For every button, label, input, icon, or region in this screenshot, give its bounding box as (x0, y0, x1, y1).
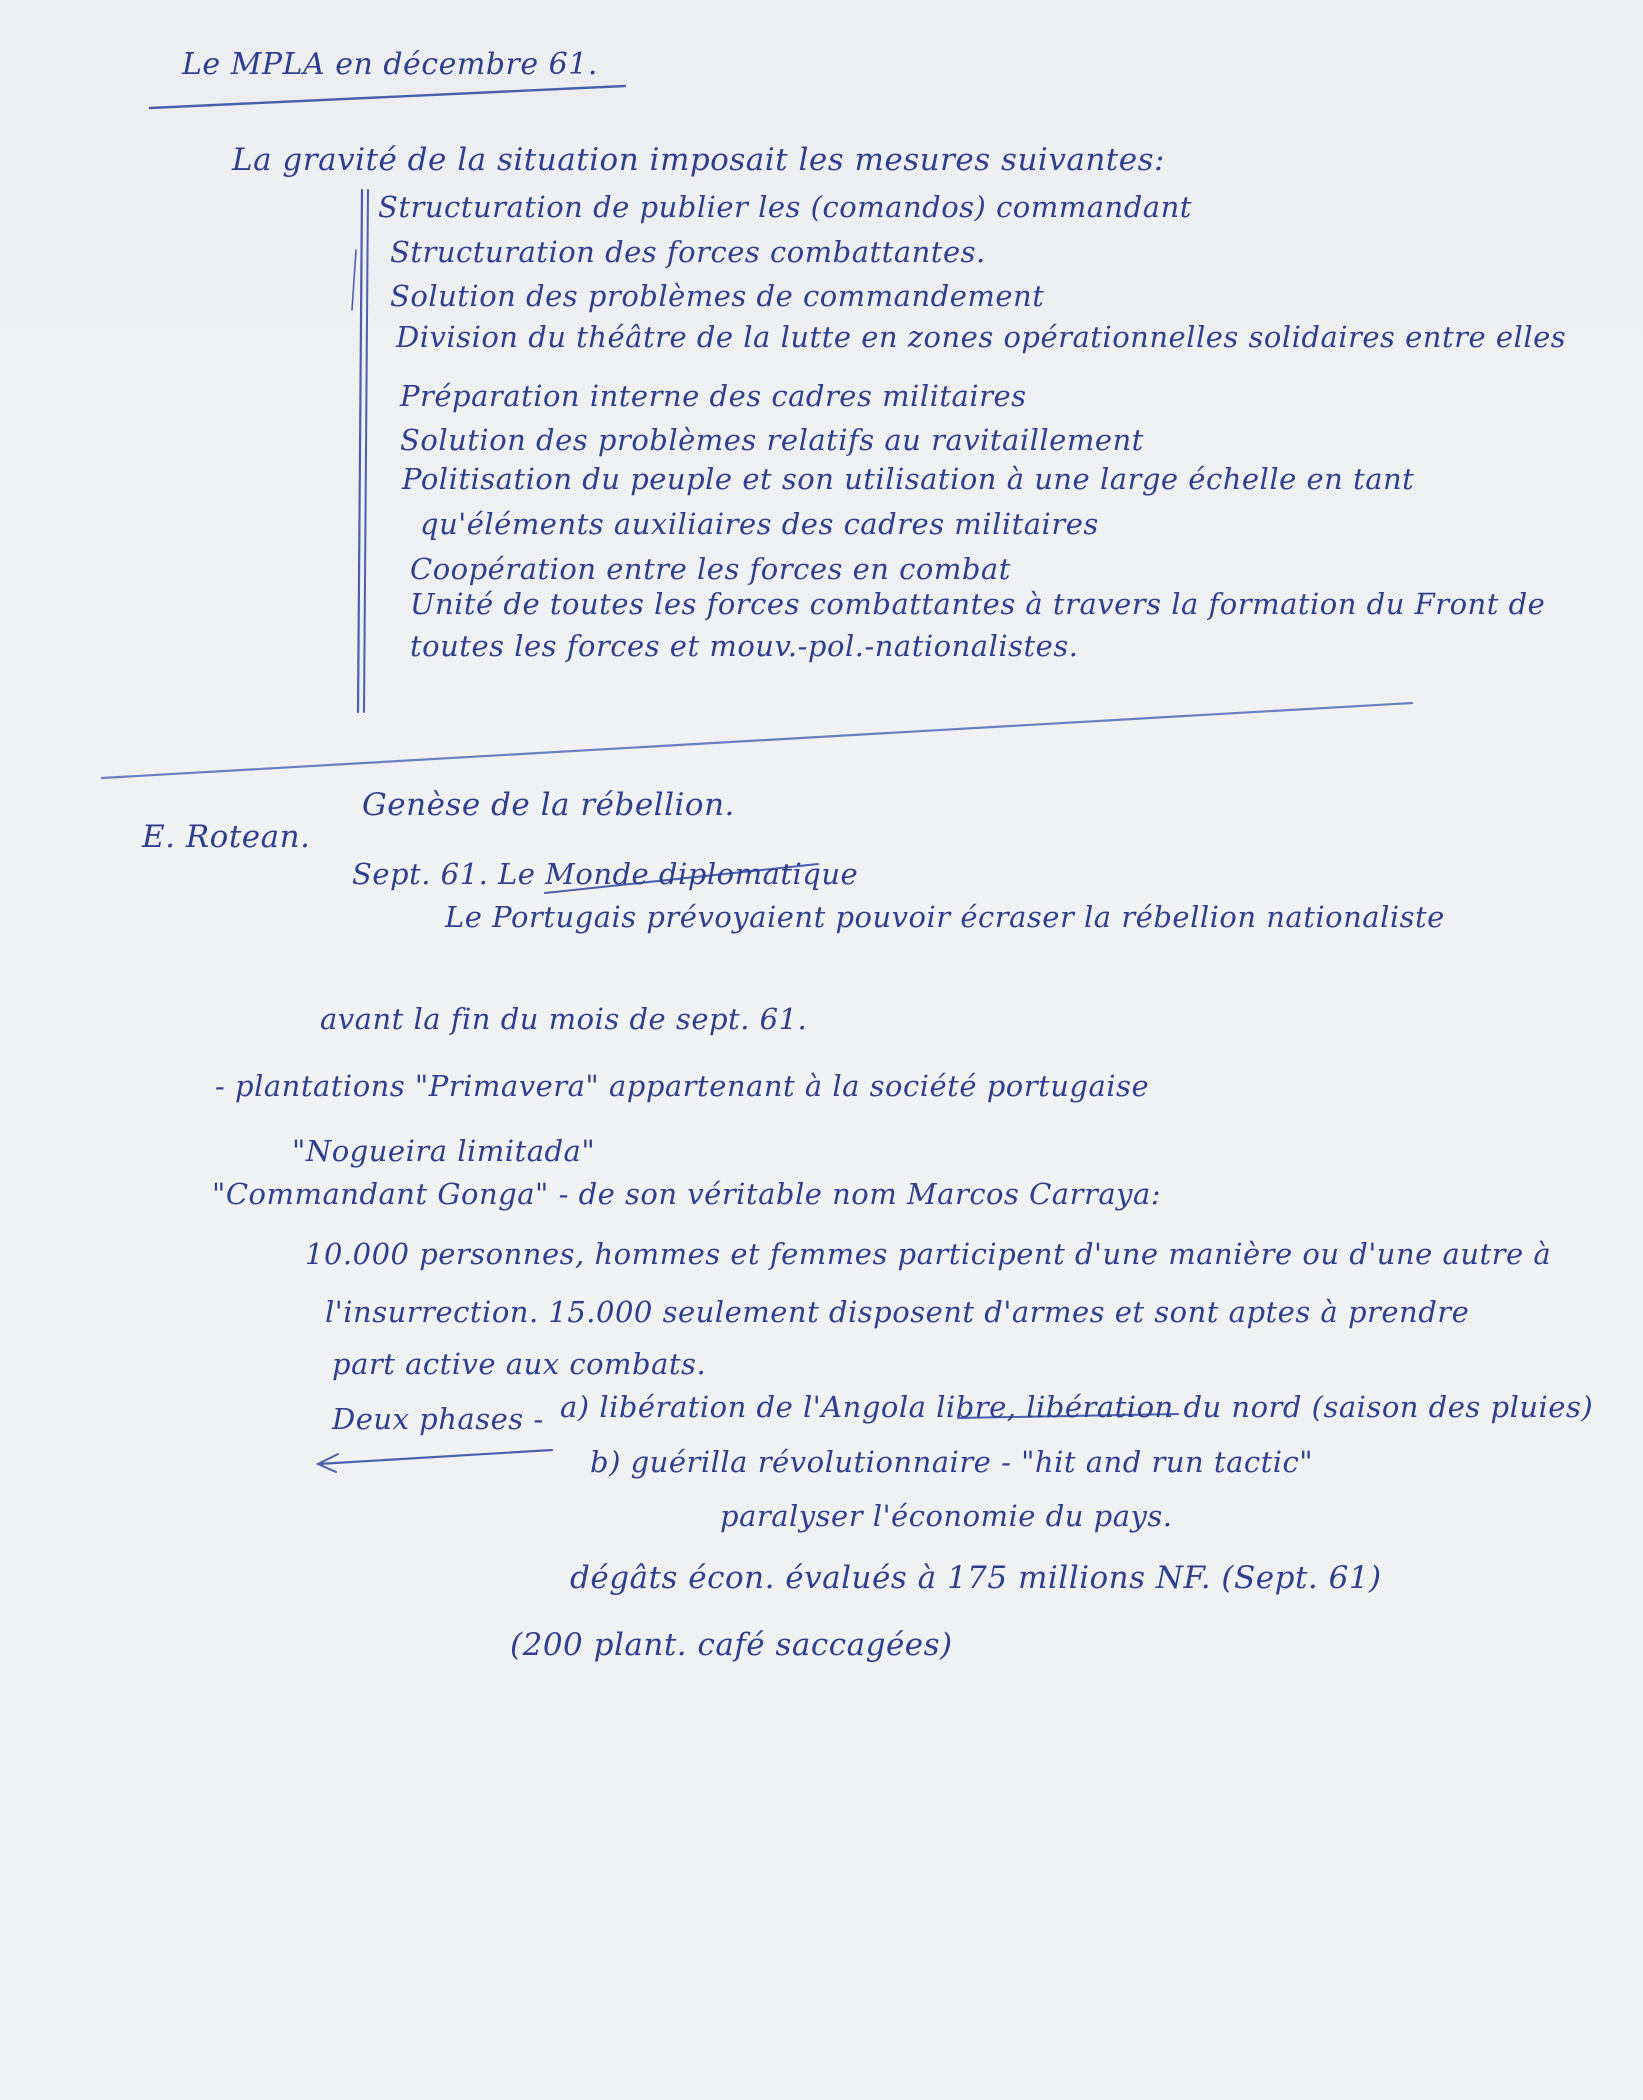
measure-item: Division du théâtre de la lutte en zones opérationnelles solidaires entre elles (396, 320, 1567, 354)
phase-item: a) libération de l'Angola libre, libération du nord (saison des pluies) (560, 1390, 1594, 1424)
plantation-line: "Nogueira limitada" (292, 1134, 596, 1168)
section-divider (102, 703, 1412, 778)
measure-item: Structuration des forces combattantes. (390, 235, 986, 269)
author-name: E. Rotean. (142, 819, 311, 855)
intro-line: La gravité de la situation imposait les mesures suivantes: (232, 142, 1165, 178)
bracket-line-2 (364, 190, 368, 712)
page-title: Le MPLA en décembre 61. (182, 47, 598, 82)
measure-item: Politisation du peuple et son utilisation à une large échelle en tant (402, 462, 1415, 496)
paragraph-line: avant la fin du mois de sept. 61. (320, 1002, 808, 1036)
title-underline (150, 86, 625, 108)
measure-item: Unité de toutes les forces combattantes à travers la formation du Front de (410, 587, 1546, 621)
phase-item: paralyser l'économie du pays. (720, 1499, 1173, 1533)
section-heading: Genèse de la rébellion. (362, 787, 735, 823)
measure-item: Solution des problèmes relatifs au ravitaillement (400, 423, 1144, 457)
measure-item: Coopération entre les forces en combat (410, 552, 1011, 586)
plantation-line: - plantations "Primavera" appartenant à la société portugaise (215, 1069, 1150, 1103)
measure-item: Structuration de publier les (comandos) commandant (378, 190, 1192, 224)
commander-line: l'insurrection. 15.000 seulement disposent d'armes et sont aptes à prendre (325, 1295, 1470, 1329)
bracket-line-3 (352, 250, 356, 310)
paragraph-line: Le Portugais prévoyaient pouvoir écraser la rébellion nationaliste (445, 900, 1445, 934)
date-line: Sept. 61. Le Monde diplomatique (352, 857, 859, 891)
measure-item: Solution des problèmes de commandement (390, 279, 1045, 313)
measure-item: qu'éléments auxiliaires des cadres militaires (420, 507, 1099, 541)
phases-label: Deux phases - (332, 1402, 544, 1436)
damage-line: dégâts écon. évalués à 175 millions NF. (Sept. 61) (570, 1560, 1382, 1596)
phase-item: b) guérilla révolutionnaire - "hit and run tactic" (590, 1445, 1314, 1479)
commander-line: part active aux combats. (332, 1347, 707, 1381)
measure-item: toutes les forces et mouv.-pol.-nationalistes. (410, 629, 1079, 663)
phases-underline (318, 1450, 552, 1464)
commander-line: 10.000 personnes, hommes et femmes participent d'une manière ou d'une autre à (305, 1237, 1552, 1271)
commander-line: "Commandant Gonga" - de son véritable nom Marcos Carraya: (212, 1177, 1162, 1211)
bracket-line-1 (358, 190, 362, 712)
measure-item: Préparation interne des cadres militaires (400, 379, 1027, 413)
coffee-line: (200 plant. café saccagées) (510, 1627, 953, 1663)
